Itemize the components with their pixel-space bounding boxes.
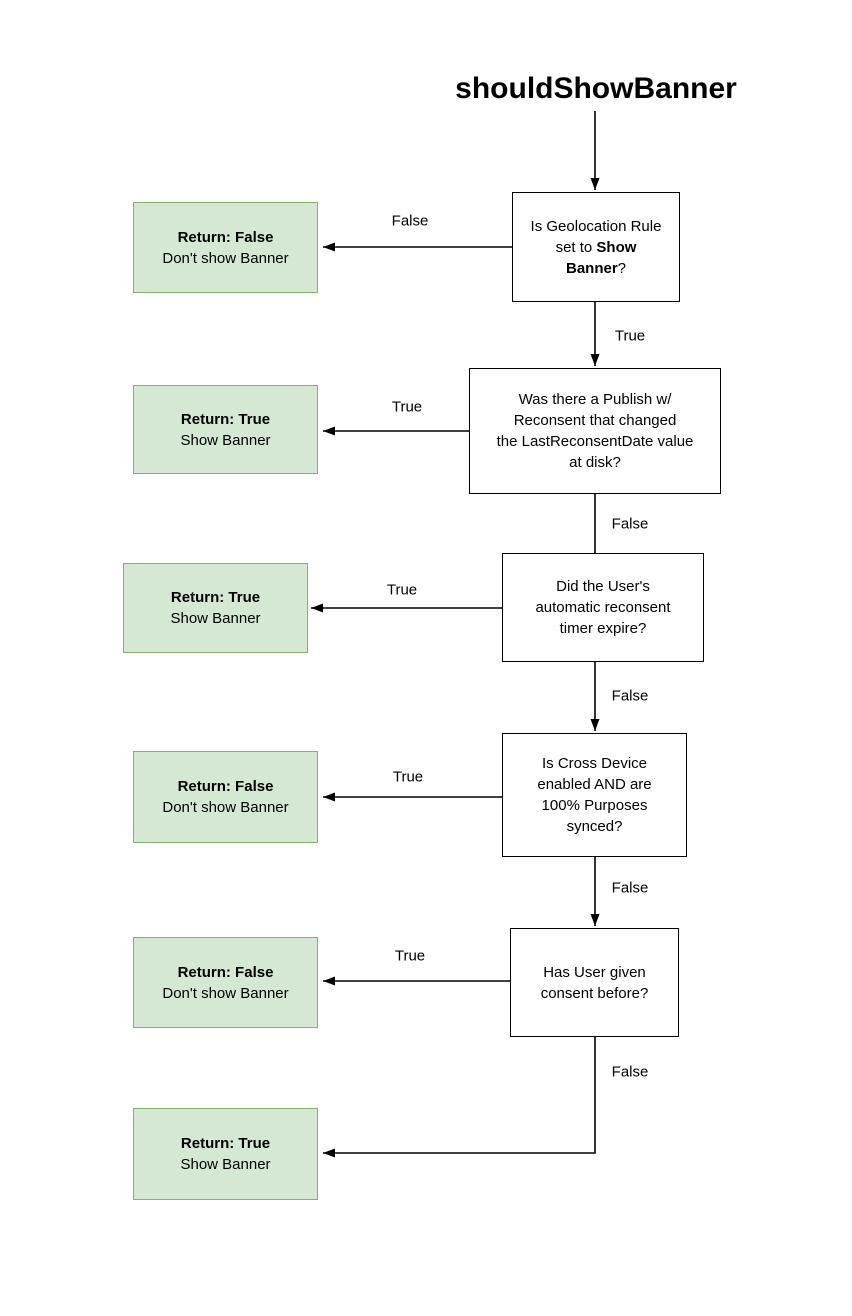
decision-text-line: Did the User's [556,578,650,595]
decision-cross-device [502,733,687,857]
terminal-return-true-2 [123,563,308,653]
edge-label-d4-true: True [392,768,424,786]
terminal-return-true-1 [133,385,318,474]
terminal-title: Return: True [180,410,271,428]
decision-text-line: set to Show [555,238,637,256]
decision-text-line: automatic reconsent [535,599,671,616]
terminal-subtitle: Show Banner [180,1156,271,1173]
decision-text-line: timer expire? [559,620,647,637]
terminal-subtitle: Don't show Banner [162,984,289,1002]
decision-text-line: Is Geolocation Rule [530,217,662,235]
terminal-subtitle: Show Banner [170,610,261,627]
decision-consent-before [510,928,679,1037]
decision-text-line: synced? [566,818,623,835]
terminal-return-false-1 [133,202,318,293]
connector-d5-false-to-t6 [323,1037,595,1153]
edge-label-d3-true: True [386,581,418,599]
decision-text-line: at disk? [569,454,621,471]
decision-geolocation-rule [512,192,680,302]
terminal-title: Return: True [180,1135,271,1152]
edge-label-d1-true: True [614,327,646,345]
decision-text-line: 100% Purposes [541,797,648,814]
terminal-return-true-3 [133,1108,318,1200]
decision-publish-reconsent [469,368,721,494]
decision-text-line: the LastReconsentDate value [496,433,694,450]
decision-text-line: Was there a Publish w/ [518,391,672,408]
terminal-title: Return: False [177,963,274,981]
decision-text-line: enabled AND are [537,776,652,793]
edge-label-d3-false: False [611,687,649,705]
terminal-return-false-3 [133,937,318,1028]
terminal-subtitle: Don't show Banner [162,249,289,267]
terminal-title: Return: True [170,589,261,606]
edge-label-d2-false: False [611,515,649,533]
edge-label-d1-false: False [391,212,429,230]
decision-text-line: Reconsent that changed [513,412,677,429]
edge-label-d2-true: True [391,398,423,416]
decision-text-line: Has User given [543,963,646,981]
terminal-subtitle: Show Banner [180,431,271,449]
terminal-subtitle: Don't show Banner [162,799,289,816]
edge-label-d5-true: True [394,947,426,965]
decision-reconsent-timer [502,553,704,662]
terminal-title: Return: False [177,228,274,246]
terminal-title: Return: False [177,778,274,795]
decision-text-line: consent before? [540,984,649,1002]
terminal-return-false-2 [133,751,318,843]
edge-label-d5-false: False [611,1063,649,1081]
decision-text-line: Banner? [565,259,627,277]
edge-label-d4-false: False [611,879,649,897]
flowchart-title: shouldShowBanner [455,72,737,105]
decision-text-line: Is Cross Device [541,755,648,772]
